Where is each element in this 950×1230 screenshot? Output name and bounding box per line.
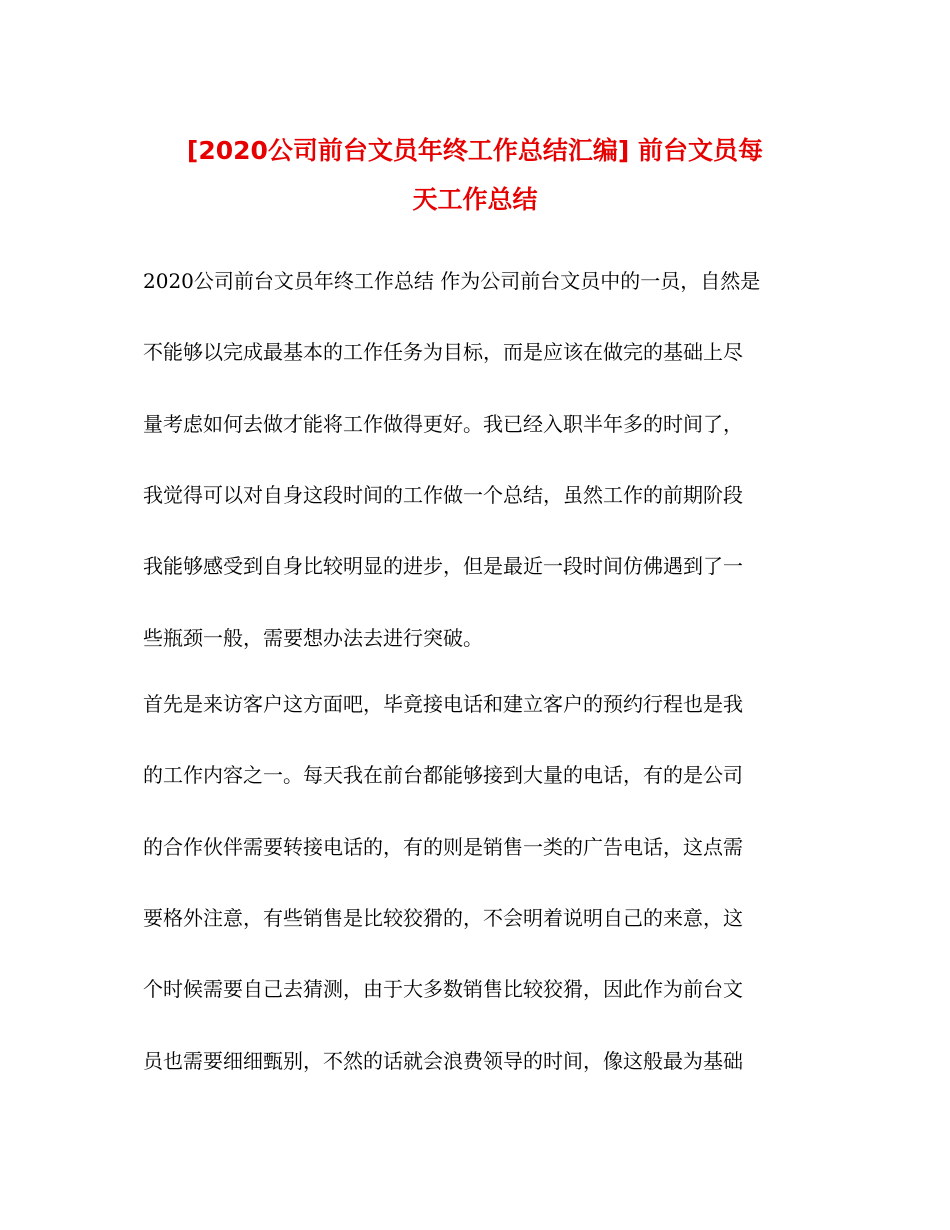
document-title-line-1: [2020公司前台文员年终工作总结汇编] 前台文员每 <box>186 136 764 165</box>
body-line-5: 我能够感受到自身比较明显的进步，但是最近一段时间仿佛遇到了一 <box>143 554 743 578</box>
body-line-6: 些瓶颈一般，需要想办法去进行突破。 <box>143 626 483 650</box>
document-title-line-2: 天工作总结 <box>412 185 538 214</box>
body-line-7: 首先是来访客户这方面吧，毕竟接电话和建立客户的预约行程也是我 <box>143 692 743 716</box>
body-line-4: 我觉得可以对自身这段时间的工作做一个总结，虽然工作的前期阶段 <box>143 483 743 507</box>
body-line-3: 量考虑如何去做才能将工作做得更好。我已经入职半年多的时间了， <box>143 412 743 436</box>
body-line-2: 不能够以完成最基本的工作任务为目标，而是应该在做完的基础上尽 <box>143 340 743 364</box>
body-line-10: 要格外注意，有些销售是比较狡猾的，不会明着说明自己的来意，这 <box>143 906 743 930</box>
body-line-11: 个时候需要自己去猜测，由于大多数销售比较狡猾，因此作为前台文 <box>143 977 743 1001</box>
body-line-1: 2020公司前台文员年终工作总结 作为公司前台文员中的一员，自然是 <box>143 269 761 293</box>
body-line-9: 的合作伙伴需要转接电话的，有的则是销售一类的广告电话，这点需 <box>143 835 743 859</box>
body-line-8: 的工作内容之一。每天我在前台都能够接到大量的电话，有的是公司 <box>143 763 743 787</box>
body-line-12: 员也需要细细甄别，不然的话就会浪费领导的时间，像这般最为基础 <box>143 1049 743 1073</box>
